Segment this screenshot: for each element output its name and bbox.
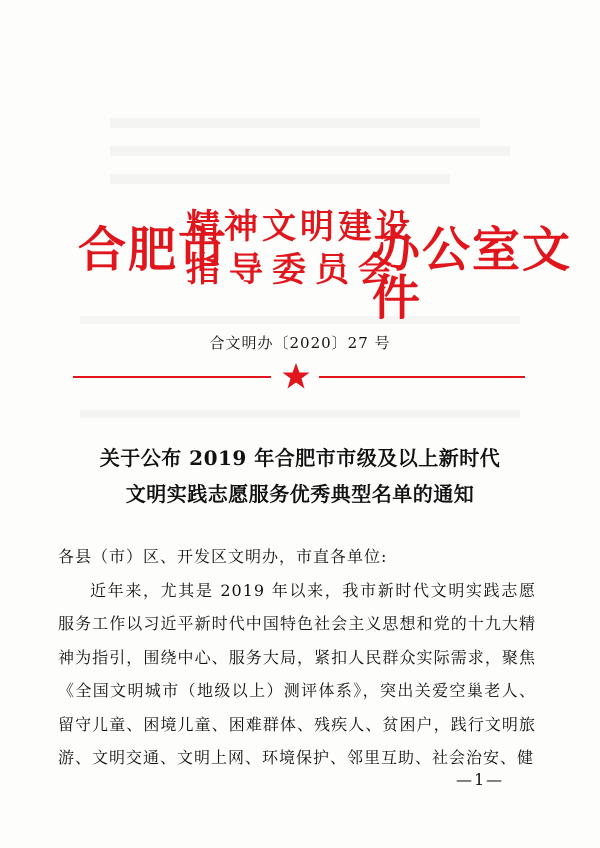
red-star-icon	[281, 361, 311, 391]
body-paragraph: 近年来，尤其是 2019 年以来，我市新时代文明实践志愿服务工作以习近平新时代中国特色社会主义思想和党的十九大精神为指引，围绕中心、服务大局，紧扣人民群众实际需求，聚焦《全国文明城市（地级以上）测评体系》，突出关爱空巢老人、留守儿童、困境儿童、困难群体、残疾人、贫困户，践行文明旅游、文明交通、文明上网、环境保护、邻里互助、社会治安、健	[58, 580, 536, 767]
document-body	[58, 540, 536, 775]
document-number: 合文明办〔2020〕27 号	[209, 334, 391, 352]
header-office-document: 办公室文件	[372, 222, 573, 326]
show-through-mark	[80, 410, 520, 418]
title-line2: 文明实践志愿服务优秀典型名单的通知	[125, 482, 475, 506]
document-title	[60, 440, 540, 512]
title-line1: 关于公布 2019 年合肥市市级及以上新时代	[99, 446, 501, 470]
header-committee-line2: 指导委员会	[186, 249, 401, 290]
red-rule-left	[73, 376, 271, 378]
salutation: 各县（市）区、开发区文明办，市直各单位:	[58, 547, 388, 566]
header-committee-line1: 精神文明建设	[186, 207, 414, 247]
document-header	[0, 0, 600, 340]
page-number: —1—	[456, 770, 505, 789]
red-rule-right	[319, 376, 525, 378]
header-issuer-city: 合肥市	[78, 222, 229, 278]
